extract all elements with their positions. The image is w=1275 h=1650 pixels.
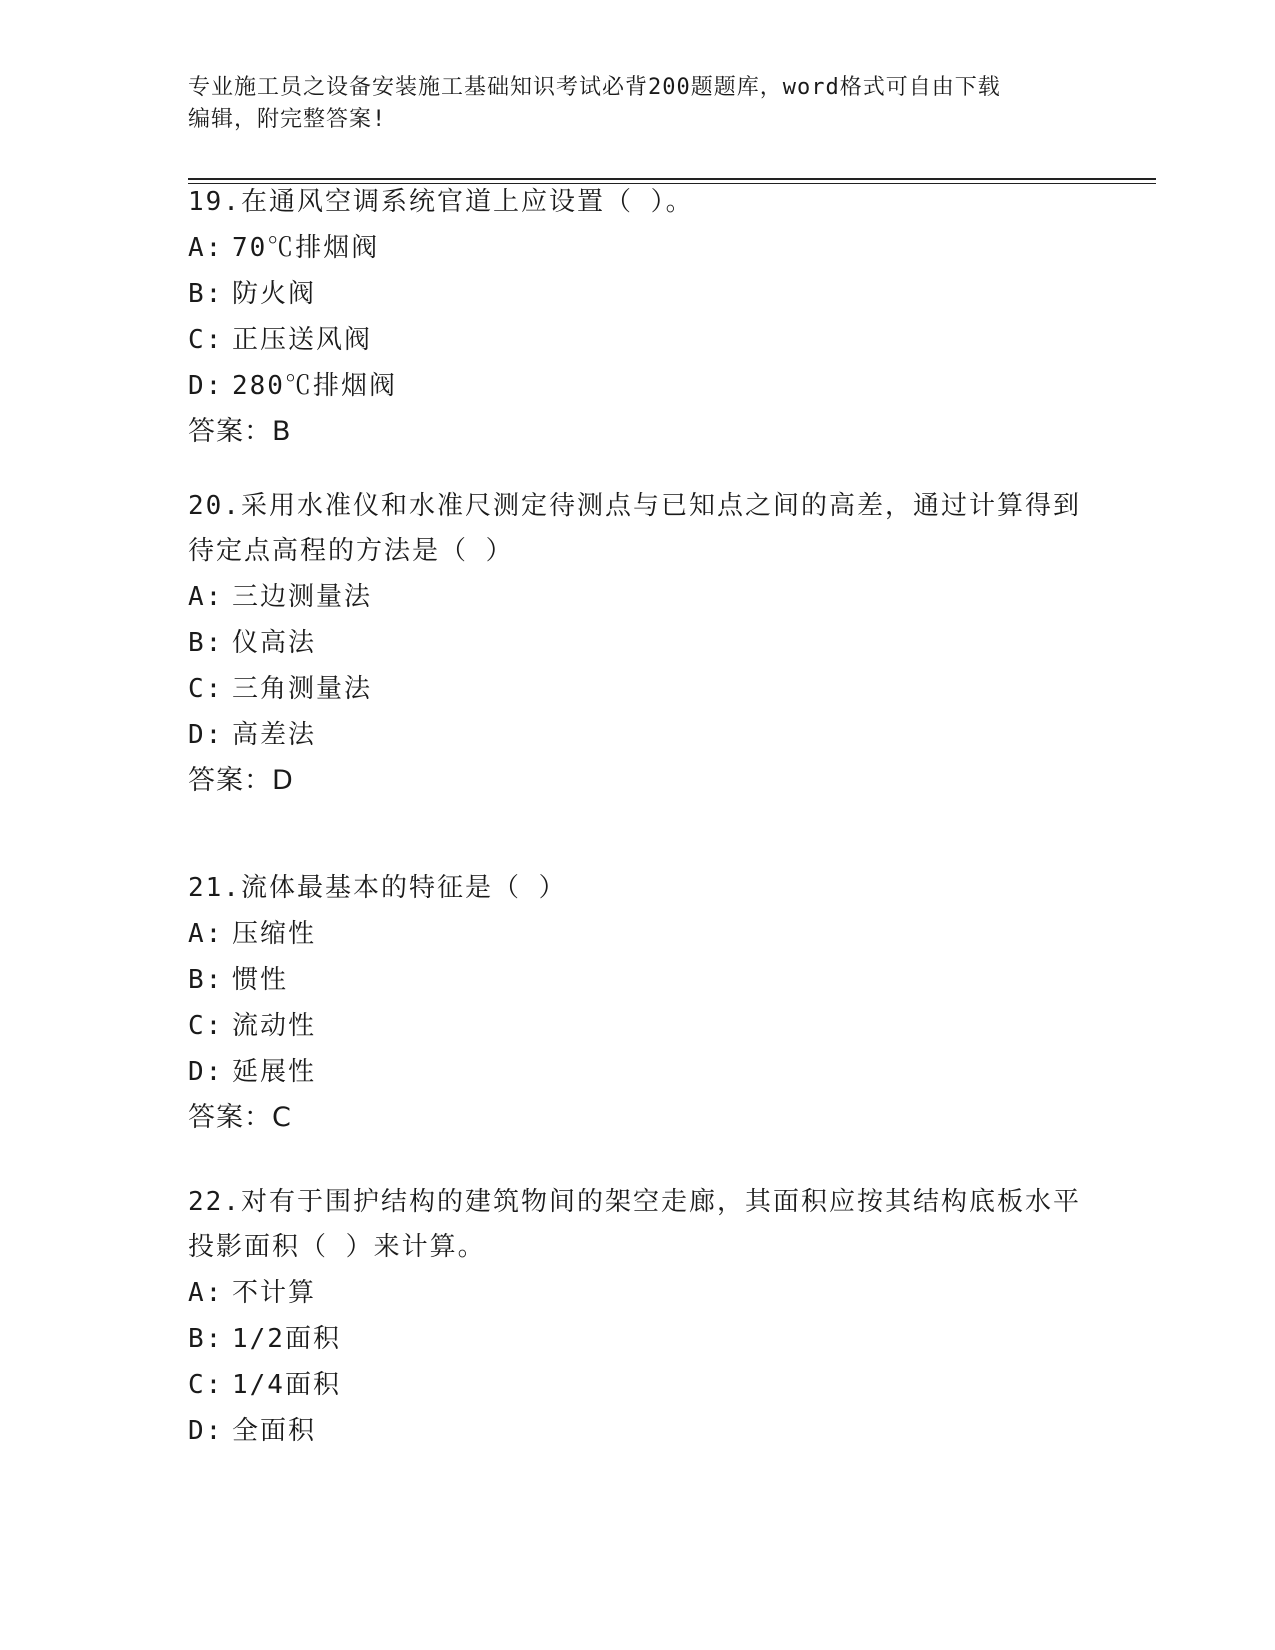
option-text: 1/2面积 — [232, 1324, 341, 1354]
option-text: 正压送风阀 — [232, 325, 373, 355]
option-key: D: — [188, 371, 224, 401]
question-19 — [188, 180, 1088, 455]
option-key: D: — [188, 720, 224, 750]
option-text: 流动性 — [232, 1011, 317, 1041]
option-key: D: — [188, 1416, 224, 1446]
option-key: B: — [188, 1324, 224, 1354]
option-key: C: — [188, 1370, 224, 1400]
option-text: 仪高法 — [232, 628, 317, 658]
option-a — [188, 1270, 1088, 1316]
option-key: B: — [188, 279, 224, 309]
answer-line: 答案：B — [188, 416, 292, 447]
answer-line: 答案：D — [188, 765, 294, 796]
option-b — [188, 957, 1088, 1003]
question-20 — [188, 484, 1088, 804]
option-key: C: — [188, 1011, 224, 1041]
question-text: 21.流体最基本的特征是（ ） — [188, 873, 567, 903]
option-text: 高差法 — [232, 720, 317, 750]
option-b — [188, 271, 1088, 317]
option-c — [188, 666, 1088, 712]
header-line-1: 专业施工员之设备安装施工基础知识考试必背200题题库，word格式可自由下载 — [188, 75, 1001, 100]
option-b — [188, 1316, 1088, 1362]
answer-line: 答案：C — [188, 1102, 292, 1133]
option-key: B: — [188, 965, 224, 995]
option-text: 280℃排烟阀 — [232, 371, 397, 401]
option-key: C: — [188, 674, 224, 704]
option-c — [188, 1362, 1088, 1408]
option-key: A: — [188, 1278, 224, 1308]
option-a — [188, 225, 1088, 271]
option-text: 三角测量法 — [232, 674, 373, 704]
option-key: C: — [188, 325, 224, 355]
header-line-2: 编辑，附完整答案! — [188, 107, 387, 132]
option-text: 70℃排烟阀 — [232, 233, 380, 263]
option-key: A: — [188, 582, 224, 612]
option-text: 惯性 — [232, 965, 289, 995]
option-text: 1/4面积 — [232, 1370, 341, 1400]
question-text: 22.对有于围护结构的建筑物间的架空走廊，其面积应按其结构底板水平投影面积（ ）来计算。 — [188, 1187, 1081, 1262]
option-key: D: — [188, 1057, 224, 1087]
option-key: A: — [188, 233, 224, 263]
option-a — [188, 911, 1088, 957]
option-text: 不计算 — [232, 1278, 317, 1308]
question-text: 19.在通风空调系统官道上应设置（ ）。 — [188, 187, 694, 217]
question-22 — [188, 1180, 1088, 1454]
option-b — [188, 620, 1088, 666]
document-header — [188, 72, 1088, 136]
option-d — [188, 712, 1088, 758]
option-key: A: — [188, 919, 224, 949]
option-c — [188, 317, 1088, 363]
option-d — [188, 1408, 1088, 1454]
option-c — [188, 1003, 1088, 1049]
option-text: 延展性 — [232, 1057, 317, 1087]
option-d — [188, 1049, 1088, 1095]
question-text: 20.采用水准仪和水准尺测定待测点与已知点之间的高差，通过计算得到待定点高程的方法是（ ） — [188, 491, 1081, 566]
question-21 — [188, 866, 1088, 1141]
option-text: 防火阀 — [232, 279, 317, 309]
option-key: B: — [188, 628, 224, 658]
option-text: 全面积 — [232, 1416, 317, 1446]
option-a — [188, 574, 1088, 620]
option-d — [188, 363, 1088, 409]
option-text: 压缩性 — [232, 919, 317, 949]
option-text: 三边测量法 — [232, 582, 373, 612]
